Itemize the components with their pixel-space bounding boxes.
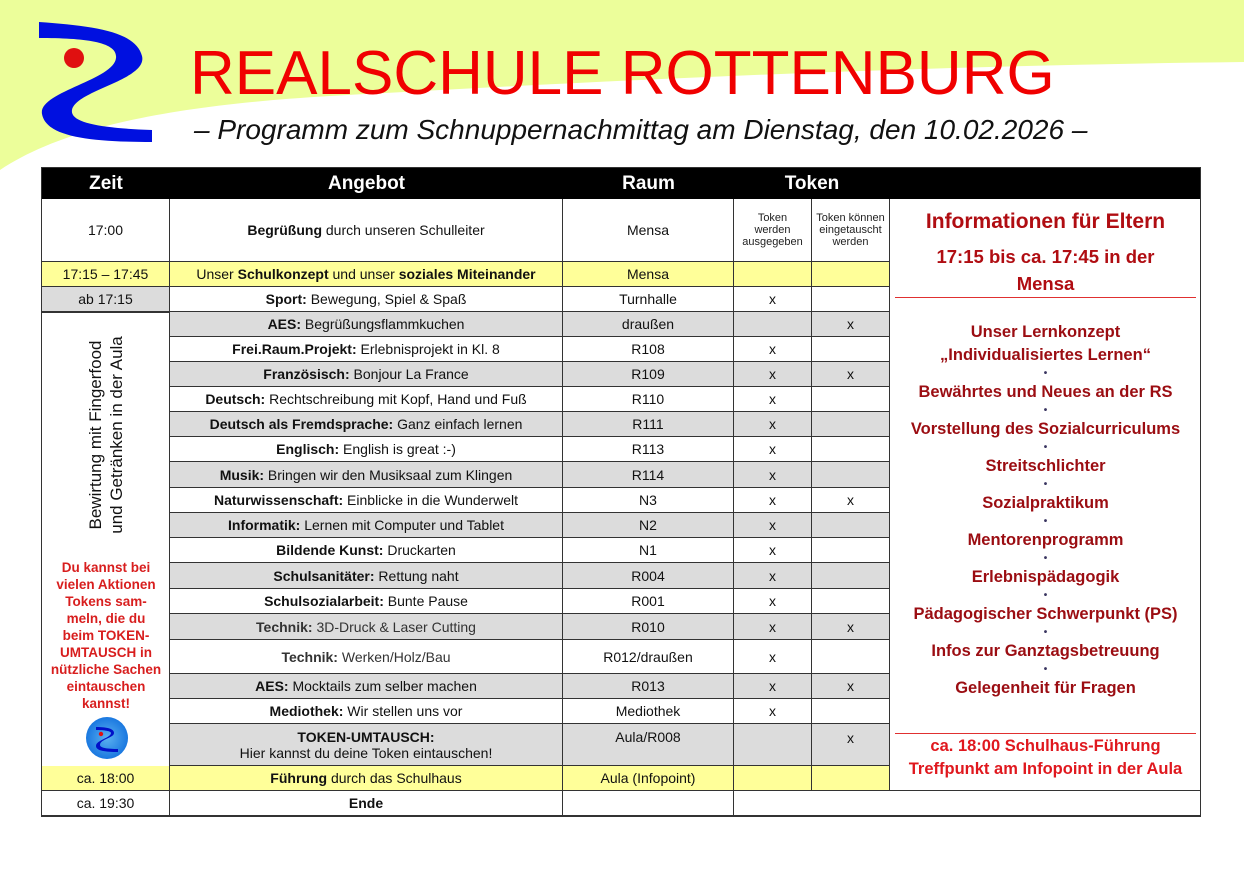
- cell-token-issued: x: [734, 462, 812, 488]
- bullet-icon: •: [1043, 553, 1048, 564]
- cell-angebot: AES: Begrüßungsflammkuchen: [170, 312, 563, 337]
- cell-token-exchange: [812, 337, 890, 362]
- divider: [895, 733, 1196, 734]
- cell-token-issued: x: [734, 488, 812, 513]
- info-topic: „Individualisiertes Lernen“: [940, 346, 1151, 364]
- cell-zeit: 17:00: [42, 199, 170, 262]
- cell-angebot-token-exchange: TOKEN-UMTAUSCH: Hier kannst du deine Token eintauschen!: [170, 724, 563, 766]
- cell-token-exchange: [812, 538, 890, 563]
- cell-token-issued: x: [734, 337, 812, 362]
- cell-token-exchange: [812, 412, 890, 437]
- cell-token-exchange: [812, 766, 890, 791]
- bullet-icon: •: [1043, 516, 1048, 527]
- token-logo-icon: [84, 716, 130, 760]
- token-collection-note: Du kannst bei vielen Aktionen Tokens sam- meln, die du beim TOKEN- UMTAUSCH in nützliche Sachen eintauschen kannst!: [50, 560, 162, 711]
- cell-raum: N3: [563, 488, 734, 513]
- cell-token-exchange: x: [812, 362, 890, 387]
- cell-raum: R111: [563, 412, 734, 437]
- cell-token-exchange: x: [812, 614, 890, 640]
- cell-token-issued: [734, 766, 812, 791]
- cell-token-exchange: [812, 513, 890, 538]
- tour-info: ca. 18:00 Schulhaus-Führung Treffpunkt am Infopoint in der Aula: [908, 737, 1183, 778]
- bullet-icon: •: [1043, 664, 1048, 675]
- cell-token-issued: x: [734, 387, 812, 412]
- column-header-zeit: Zeit: [42, 168, 170, 199]
- cell-token-issued: x: [734, 538, 812, 563]
- school-title: REALSCHULE ROTTENBURG: [190, 39, 1055, 108]
- cell-raum: R012/draußen: [563, 640, 734, 674]
- cell-raum: R113: [563, 437, 734, 462]
- cell-token-exchange: [812, 589, 890, 614]
- left-panel-border: [42, 312, 170, 313]
- parent-info-panel: [891, 200, 1200, 791]
- column-header-token: Token: [734, 168, 890, 199]
- cell-zeit: ca. 18:00: [42, 766, 170, 791]
- cell-angebot: Schulsozialarbeit: Bunte Pause: [170, 589, 563, 614]
- cell-angebot: Deutsch als Fremdsprache: Ganz einfach lernen: [170, 412, 563, 437]
- catering-panel: [42, 313, 170, 766]
- cell-raum: R110: [563, 387, 734, 412]
- token-subheader-exchange: Token können eingetauscht werden: [812, 199, 890, 262]
- cell-raum: R010: [563, 614, 734, 640]
- cell-angebot: Technik: Werken/Holz/Bau: [170, 640, 563, 674]
- info-topic: Gelegenheit für Fragen: [955, 679, 1136, 697]
- cell-zeit: 17:15 – 17:45: [42, 262, 170, 287]
- cell-angebot: Deutsch: Rechtschreibung mit Kopf, Hand und Fuß: [170, 387, 563, 412]
- column-header-angebot: Angebot: [170, 168, 563, 199]
- cell-raum: R001: [563, 589, 734, 614]
- cell-raum: Aula (Infopoint): [563, 766, 734, 791]
- bullet-icon: •: [1043, 590, 1048, 601]
- info-topic-list: [891, 323, 1200, 698]
- bullet-icon: •: [1043, 479, 1048, 490]
- cell-token-issued: x: [734, 412, 812, 437]
- cell-raum: Mensa: [563, 199, 734, 262]
- cell-raum: [563, 791, 734, 816]
- info-topic: Vorstellung des Sozialcurriculums: [910, 420, 1181, 438]
- cell-angebot: Begrüßung durch unseren Schulleiter: [170, 199, 563, 262]
- column-header-raum: Raum: [563, 168, 734, 199]
- info-title: Informationen für Eltern: [925, 210, 1166, 233]
- info-time: 17:15 bis ca. 17:45 in der Mensa: [936, 246, 1155, 294]
- cell-angebot: Musik: Bringen wir den Musiksaal zum Klingen: [170, 462, 563, 488]
- cell-raum: R114: [563, 462, 734, 488]
- cell-raum: N1: [563, 538, 734, 563]
- cell-token-issued: x: [734, 437, 812, 462]
- cell-angebot: AES: Mocktails zum selber machen: [170, 674, 563, 699]
- school-logo-icon: [36, 18, 156, 143]
- cell-token-exchange: x: [812, 312, 890, 337]
- cell-angebot: Englisch: English is great :-): [170, 437, 563, 462]
- catering-note: Bewirtung mit Fingerfood und Getränken in der Aula: [86, 336, 126, 534]
- cell-token-exchange: [812, 462, 890, 488]
- info-topic: Sozialpraktikum: [982, 494, 1109, 512]
- cell-token-issued: [734, 724, 812, 766]
- cell-token-issued: x: [734, 640, 812, 674]
- info-topic: Bewährtes und Neues an der RS: [918, 383, 1173, 401]
- cell-angebot: Mediothek: Wir stellen uns vor: [170, 699, 563, 724]
- cell-token-exchange: [812, 262, 890, 287]
- cell-token-exchange: x: [812, 724, 890, 766]
- cell-angebot: Sport: Bewegung, Spiel & Spaß: [170, 287, 563, 312]
- cell-raum: Mensa: [563, 262, 734, 287]
- cell-angebot: Französisch: Bonjour La France: [170, 362, 563, 387]
- cell-angebot: Naturwissenschaft: Einblicke in die Wunderwelt: [170, 488, 563, 513]
- cell-token-exchange: [812, 387, 890, 412]
- cell-token-issued: x: [734, 589, 812, 614]
- cell-token-issued: x: [734, 674, 812, 699]
- cell-token-issued: x: [734, 614, 812, 640]
- cell-token-exchange: [812, 287, 890, 312]
- info-topic: Erlebnispädagogik: [971, 568, 1120, 586]
- cell-token-exchange: [812, 437, 890, 462]
- cell-token-issued: x: [734, 287, 812, 312]
- cell-token-issued: x: [734, 699, 812, 724]
- cell-zeit: ab 17:15: [42, 287, 170, 312]
- cell-token-issued: x: [734, 362, 812, 387]
- cell-token-issued: [734, 262, 812, 287]
- cell-token-exchange: x: [812, 488, 890, 513]
- bullet-icon: •: [1043, 405, 1048, 416]
- cell-token-exchange: [812, 699, 890, 724]
- cell-token-issued: x: [734, 513, 812, 538]
- info-topic: Pädagogischer Schwerpunkt (PS): [913, 605, 1178, 623]
- cell-angebot: Führung durch das Schulhaus: [170, 766, 563, 791]
- cell-raum: R109: [563, 362, 734, 387]
- cell-raum: R013: [563, 674, 734, 699]
- info-topic: Infos zur Ganztagsbetreuung: [931, 642, 1160, 660]
- bullet-icon: •: [1043, 442, 1048, 453]
- divider: [895, 297, 1196, 298]
- info-topic: Unser Lernkonzept: [970, 323, 1121, 341]
- cell-token-exchange: [812, 640, 890, 674]
- column-header-info: [890, 168, 1200, 199]
- cell-angebot: Frei.Raum.Projekt: Erlebnisprojekt in Kl. 8: [170, 337, 563, 362]
- cell-angebot: Schulsanitäter: Rettung naht: [170, 563, 563, 589]
- cell-token-exchange: [812, 563, 890, 589]
- cell-token-exchange: x: [812, 674, 890, 699]
- cell-empty: [734, 791, 1200, 816]
- cell-angebot: Technik: 3D-Druck & Laser Cutting: [170, 614, 563, 640]
- cell-token-issued: [734, 312, 812, 337]
- info-panel-border: [890, 790, 1201, 791]
- bullet-icon: •: [1043, 627, 1048, 638]
- cell-raum: N2: [563, 513, 734, 538]
- cell-angebot: Ende: [170, 791, 563, 816]
- cell-token-issued: x: [734, 563, 812, 589]
- info-topic: Streitschlichter: [985, 457, 1106, 475]
- program-subtitle: – Programm zum Schnuppernachmittag am Dienstag, den 10.02.2026 –: [194, 114, 1088, 145]
- token-subheader-issued: Token werden ausgegeben: [734, 199, 812, 262]
- cell-raum: R004: [563, 563, 734, 589]
- cell-angebot: Unser Schulkonzept und unser soziales Miteinander: [170, 262, 563, 287]
- cell-raum: Mediothek: [563, 699, 734, 724]
- cell-raum: Aula/R008: [563, 724, 734, 766]
- cell-angebot: Bildende Kunst: Druckarten: [170, 538, 563, 563]
- cell-raum: Turnhalle: [563, 287, 734, 312]
- info-topic: Mentorenprogramm: [967, 531, 1124, 549]
- cell-zeit: ca. 19:30: [42, 791, 170, 816]
- cell-angebot: Informatik: Lernen mit Computer und Tablet: [170, 513, 563, 538]
- cell-raum: R108: [563, 337, 734, 362]
- bullet-icon: •: [1043, 368, 1048, 379]
- cell-raum: draußen: [563, 312, 734, 337]
- left-panel-border: [169, 312, 170, 766]
